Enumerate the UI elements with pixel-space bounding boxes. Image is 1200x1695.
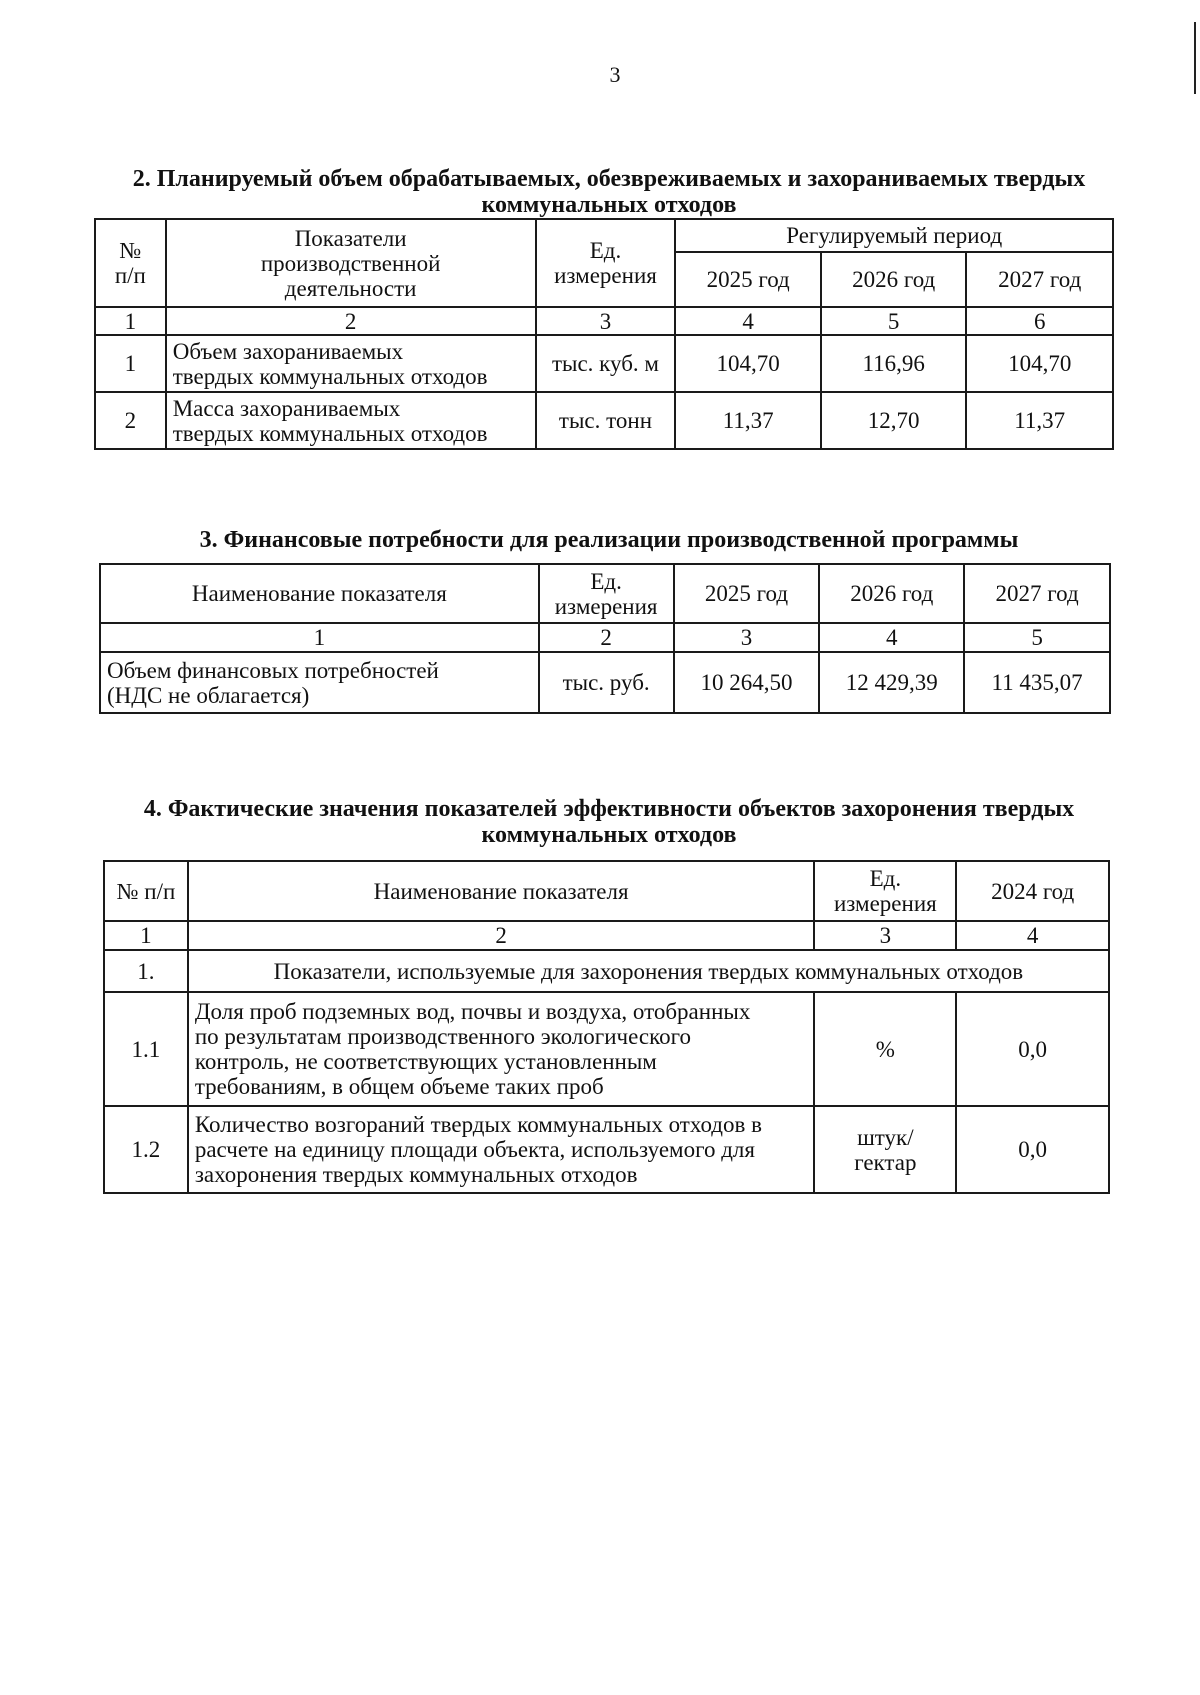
- planned-volume-table: [94, 218, 1114, 450]
- header-period: Регулируемый период: [675, 219, 1113, 252]
- row-value: 12 429,39: [819, 652, 964, 713]
- row-indicator-line: Масса захораниваемых: [172, 395, 401, 421]
- table-row: [104, 1106, 1109, 1193]
- row-indicator-line: Объем финансовых потребностей: [107, 657, 439, 683]
- header-unit: [814, 861, 956, 921]
- row-value: 12,70: [821, 392, 967, 449]
- header-unit-line2: измерения: [833, 891, 937, 916]
- header-unit-line2: измерения: [554, 593, 658, 619]
- row-num: 2: [95, 392, 166, 449]
- section4-title-line1: 4. Фактические значения показателей эффективности объектов захоронения твердых: [143, 796, 1075, 822]
- efficiency-indicators-table: [103, 860, 1110, 1194]
- row-unit: тыс. тонн: [536, 392, 676, 449]
- section4-title: [94, 796, 1124, 848]
- header-unit-line1: Ед.: [589, 238, 622, 263]
- header-unit: [539, 564, 674, 623]
- row-indicator-line: расчете на единицу площади объекта, используемого для: [194, 1137, 755, 1162]
- row-indicator-line: твердых коммунальных отходов: [172, 363, 488, 389]
- header-indicator: Наименование показателя: [188, 861, 815, 921]
- row-indicator-line: Количество возгораний твердых коммунальных отходов в: [194, 1112, 762, 1137]
- header-num-line1: №: [119, 238, 142, 263]
- column-number: 5: [821, 307, 967, 335]
- column-number: 3: [674, 623, 820, 652]
- header-year: 2024 год: [956, 861, 1109, 921]
- section2-title: [94, 166, 1124, 218]
- row-indicator: [166, 392, 536, 449]
- row-num: 1.1: [104, 992, 188, 1106]
- row-value: 11 435,07: [964, 652, 1110, 713]
- row-unit: [814, 992, 956, 1106]
- row-value: 10 264,50: [674, 652, 820, 713]
- financial-needs-table: [99, 563, 1111, 714]
- group-num: 1.: [104, 950, 188, 992]
- section2-title-line2: коммунальных отходов: [481, 192, 737, 218]
- row-indicator: [166, 335, 536, 392]
- header-unit: [536, 219, 676, 307]
- column-number: 6: [966, 307, 1113, 335]
- header-unit-line1: Ед.: [590, 568, 622, 594]
- column-number: 4: [675, 307, 821, 335]
- row-unit-line1: %: [875, 1036, 895, 1062]
- header-num: № п/п: [104, 861, 188, 921]
- header-indicator: Наименование показателя: [100, 564, 539, 623]
- column-number: 2: [539, 623, 674, 652]
- row-unit: тыс. куб. м: [536, 335, 676, 392]
- row-unit: [814, 1106, 956, 1193]
- header-year: 2026 год: [821, 252, 967, 307]
- header-year: 2025 год: [675, 252, 821, 307]
- row-unit: тыс. руб.: [539, 652, 674, 713]
- row-value: 116,96: [821, 335, 967, 392]
- row-num: 1.2: [104, 1106, 188, 1193]
- header-year: 2026 год: [819, 564, 964, 623]
- row-indicator-line: Доля проб подземных вод, почвы и воздуха, отобранных: [194, 999, 751, 1024]
- column-number: 4: [956, 921, 1109, 950]
- row-indicator: [100, 652, 539, 713]
- column-number: 2: [188, 921, 815, 950]
- header-num: [95, 219, 166, 307]
- row-num: 1: [95, 335, 166, 392]
- header-year: 2027 год: [966, 252, 1113, 307]
- row-indicator-line: твердых коммунальных отходов: [172, 420, 488, 446]
- column-number: 5: [964, 623, 1110, 652]
- row-value: 0,0: [956, 1106, 1109, 1193]
- column-number: 3: [814, 921, 956, 950]
- column-number: 1: [100, 623, 539, 652]
- row-unit-line1: штук/: [857, 1124, 914, 1150]
- header-num-line2: п/п: [114, 263, 146, 288]
- row-indicator-line: по результатам производственного экологического: [194, 1024, 691, 1049]
- column-number: 2: [166, 307, 536, 335]
- row-indicator-line: требованиям, в общем объеме таких проб: [194, 1074, 604, 1099]
- section2-title-line1: 2. Планируемый объем обрабатываемых, обезвреживаемых и захораниваемых твердых: [132, 166, 1086, 192]
- column-number: 3: [536, 307, 676, 335]
- column-number: 1: [95, 307, 166, 335]
- row-indicator: [188, 1106, 815, 1193]
- header-unit-line1: Ед.: [869, 866, 902, 891]
- row-value: 104,70: [966, 335, 1113, 392]
- table-row: [100, 652, 1110, 713]
- section3-title: 3. Финансовые потребности для реализации производственной программы: [199, 527, 1019, 553]
- row-indicator-line: контроль, не соответствующих установленным: [194, 1049, 657, 1074]
- header-year: 2027 год: [964, 564, 1110, 623]
- row-value: 104,70: [675, 335, 821, 392]
- table-row: [95, 392, 1113, 449]
- header-indicator: Показатели производственной деятельности: [166, 219, 536, 307]
- row-unit-line2: гектар: [854, 1149, 917, 1175]
- page-number: 3: [609, 62, 621, 87]
- column-number: 4: [819, 623, 964, 652]
- row-indicator-line: (НДС не облагается): [107, 682, 310, 708]
- row-value: 0,0: [956, 992, 1109, 1106]
- header-year: 2025 год: [674, 564, 820, 623]
- group-row: [104, 950, 1109, 992]
- row-indicator-line: захоронения твердых коммунальных отходов: [194, 1162, 638, 1187]
- table-row: [104, 992, 1109, 1106]
- row-value: 11,37: [675, 392, 821, 449]
- row-indicator-line: Объем захораниваемых: [172, 338, 404, 364]
- group-label: Показатели, используемые для захоронения твердых коммунальных отходов: [188, 950, 1109, 992]
- table-row: [95, 335, 1113, 392]
- header-unit-line2: измерения: [554, 263, 657, 288]
- column-number: 1: [104, 921, 188, 950]
- section4-title-line2: коммунальных отходов: [481, 822, 737, 848]
- row-indicator: [188, 992, 815, 1106]
- row-value: 11,37: [966, 392, 1113, 449]
